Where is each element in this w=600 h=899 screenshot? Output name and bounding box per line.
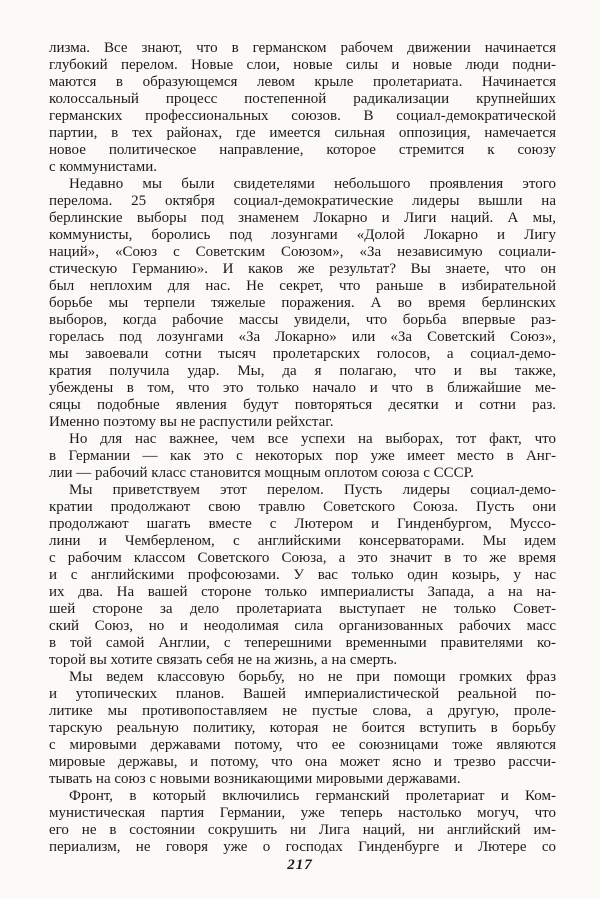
text-line: тарскую реальную политику, которая не боится вступить в борьбу	[49, 720, 556, 736]
text-line: был неплохим для нас. Не секрет, что раньше в избирательной	[49, 278, 556, 294]
text-line: мировые державы, и потому, что она может ясно и трезво рассчи-	[49, 754, 556, 770]
text-line: литике мы противопоставляем не пустые слова, а другую, проле-	[49, 703, 556, 719]
text-line: продолжают шагать вместе с Лютером и Гинденбургом, Муссо-	[49, 516, 556, 532]
page-number: 217	[287, 857, 313, 873]
text-line: Фронт, в который включились германский пролетариат и Ком-	[69, 788, 556, 804]
text-line: периализм, не говоря уже о господах Гинденбурге и Лютере со	[49, 839, 556, 855]
text-line: германских профессиональных союзов. В социал-демократической	[49, 108, 556, 124]
text-line: их два. На вашей стороне только империалисты Запада, а на на-	[49, 584, 556, 600]
text-line: выборов, когда рабочие массы увидели, что борьба впервые раз-	[49, 312, 556, 328]
text-line: его не в состоянии сокрушить ни Лига наций, ни английский им-	[49, 822, 556, 838]
text-block	[49, 40, 556, 856]
text-line: лии — рабочий класс становится мощным оплотом союза с СССР.	[49, 465, 474, 481]
text-line: кратия получила удар. Мы, да я полагаю, что и вы также,	[49, 363, 556, 379]
text-line: лини и Чемберленом, с английскими консерваторами. Мы идем	[49, 533, 556, 549]
text-line: сяцы подобные явления будут повторяться десятки и сотни раз.	[49, 397, 556, 413]
text-line: Мы приветствуем этот перелом. Пусть лидеры социал-демо-	[69, 482, 556, 498]
paragraph	[49, 788, 556, 856]
paragraph	[49, 40, 556, 176]
text-line: Но для нас важнее, чем все успехи на выборах, тот факт, что	[69, 431, 556, 447]
text-line: стическую Германию». И каков же результат? Вы знаете, что он	[49, 261, 556, 277]
paragraph	[49, 176, 556, 431]
text-line: горелась под лозунгами «За Локарно» или «За Советский Союз»,	[49, 329, 556, 345]
text-line: борьбе мы терпели тяжелые поражения. А во время берлинских	[49, 295, 556, 311]
text-line: с рабочим классом Советского Союза, а это значит в то же время	[49, 550, 556, 566]
text-line: с коммунистами.	[49, 159, 158, 175]
text-line: Мы ведем классовую борьбу, но не при помощи громких фраз	[69, 669, 556, 685]
text-line: мунистическая партия Германии, уже теперь настолько могуч, что	[49, 805, 556, 821]
text-line: убеждены в том, что это только начало и что в ближайшие ме-	[49, 380, 556, 396]
text-line: и утопических планов. Вашей империалистической реальной по-	[49, 686, 556, 702]
text-line: кратии продолжают свою травлю Советского Союза. Пусть они	[49, 499, 556, 515]
text-line: новое политическое направление, которое стремится к союзу	[49, 142, 556, 158]
text-line: в Германии — как это с некоторых пор уже имеет место в Анг-	[49, 448, 556, 464]
text-line: в той самой Англии, с теперешними временными правителями ко-	[49, 635, 556, 651]
text-line: берлинские выборы под знаменем Локарно и Лиги наций. А мы,	[49, 210, 556, 226]
text-line: тывать на союз с новыми возникающими мировыми державами.	[49, 771, 461, 787]
text-line: наций», «Союз с Советским Союзом», «За независимую социали-	[49, 244, 556, 260]
text-line: и с английскими профсоюзами. У вас только один козырь, у нас	[49, 567, 556, 583]
text-line: торой вы хотите связать себя не на жизнь, а на смерть.	[49, 652, 398, 668]
text-line: шей стороне за дело пролетариата выступает не только Совет-	[49, 601, 556, 617]
text-line: маются в образующемся левом крыле пролетариата. Начинается	[49, 74, 556, 90]
paragraph	[49, 669, 556, 788]
text-line: лизма. Все знают, что в германском рабочем движении начинается	[49, 40, 556, 56]
text-line: коммунисты, боролись под лозунгами «Долой Локарно и Лигу	[49, 227, 556, 243]
text-line: колоссальный процесс постепенной радикализации крупнейших	[49, 91, 556, 107]
paragraph	[49, 482, 556, 669]
paragraph	[49, 431, 556, 482]
text-line: с мировыми державами потому, что ее союзницами тоже являются	[49, 737, 556, 753]
text-line: Недавно мы были свидетелями небольшого проявления этого	[69, 176, 556, 192]
text-line: глубокий перелом. Новые слои, новые силы и новые люди подни-	[49, 57, 556, 73]
text-line: Именно поэтому вы не распустили рейхстаг.	[49, 414, 334, 430]
text-line: партии, в тех районах, где имеется сильная оппозиция, намечается	[49, 125, 556, 141]
text-line: перелома. 25 октября социал-демократические лидеры вышли на	[49, 193, 556, 209]
text-line: ский Союз, но и неодолимая сила организованных рабочих масс	[49, 618, 556, 634]
text-line: мы завоевали сотни тысяч пролетарских голосов, а социал-демо-	[49, 346, 556, 362]
